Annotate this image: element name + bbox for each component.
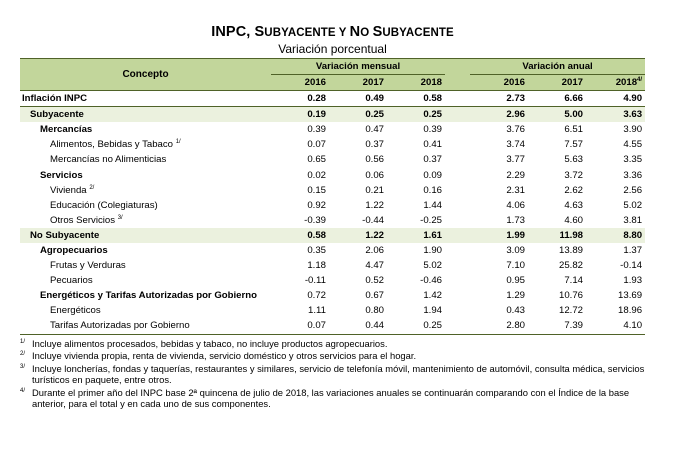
cell-mensual: 0.52 <box>365 275 384 287</box>
cell-mensual: -0.46 <box>420 275 443 287</box>
footnote-item <box>20 363 645 386</box>
cell-anual: 2.56 <box>623 184 643 196</box>
cell-mensual: 0.35 <box>307 244 326 256</box>
cell-mensual: 0.37 <box>365 139 384 151</box>
cell-anual: 13.69 <box>618 290 643 302</box>
cell-mensual: 0.07 <box>307 139 326 151</box>
cell-anual: 5.63 <box>564 154 584 166</box>
cell-anual: 13.89 <box>559 244 584 256</box>
row-label: Vivienda $^{2/}$ <box>50 184 95 196</box>
cell-anual: 25.82 <box>559 260 584 272</box>
cell-mensual: 1.44 <box>423 199 443 211</box>
column-gap <box>445 243 470 258</box>
table-row <box>20 303 645 318</box>
cell-anual: 2.31 <box>506 184 526 196</box>
cell-anual: 2.29 <box>506 169 526 181</box>
cell-anual: 3.35 <box>623 154 643 166</box>
table-row <box>20 137 645 152</box>
column-gap <box>445 122 470 137</box>
cell-anual: 7.57 <box>564 139 584 151</box>
column-gap <box>445 152 470 167</box>
column-gap <box>445 91 470 107</box>
column-header-year: 2017 <box>528 75 586 91</box>
cell-anual: 6.66 <box>528 91 586 107</box>
footnote-text: Durante el primer año del INPC base 2ª quincena de julio de 2018, las variaciones anuales se continuarán comparando con el Índice de la base anterior, para el total y en cada uno de sus componentes. <box>32 386 630 409</box>
table-row <box>20 122 645 137</box>
cell-mensual: 1.11 <box>308 305 326 317</box>
cell-mensual: 0.25 <box>329 107 387 123</box>
cell-mensual: -0.25 <box>420 214 443 226</box>
cell-mensual: 0.25 <box>387 318 445 334</box>
row-label: Energéticos <box>50 305 101 317</box>
column-gap <box>445 107 470 123</box>
table-row <box>20 258 645 273</box>
footnote-mark: 1/ <box>20 338 26 345</box>
footnote-ref: 4/ <box>637 77 643 83</box>
footnote-text: Incluye loncherías, fondas y taquerías, restaurantes y similares, servicio de telefonía móvil, mantenimiento de automóvil, consulta médica, servicios turísticos en paquete, entre otros. <box>32 362 645 385</box>
column-gap <box>445 198 470 213</box>
cell-mensual: 0.28 <box>271 91 329 107</box>
cell-mensual: 0.21 <box>365 184 384 196</box>
table-row <box>20 152 645 167</box>
footnote-text: Incluye vivienda propia, renta de vivienda, servicio doméstico y otros servicios para el hogar. <box>32 350 417 361</box>
cell-mensual: 0.39 <box>307 124 326 136</box>
row-label: Servicios <box>40 169 83 181</box>
cell-anual: 0.43 <box>506 305 526 317</box>
cell-mensual: 5.02 <box>423 260 443 272</box>
footnote-mark: 3/ <box>20 363 26 370</box>
cell-mensual: 0.58 <box>387 91 445 107</box>
cell-mensual: 0.09 <box>423 169 443 181</box>
cell-anual: 7.14 <box>564 275 584 287</box>
cell-anual: 1.93 <box>623 275 643 287</box>
cell-mensual: 0.67 <box>365 290 384 302</box>
column-gap <box>445 167 470 182</box>
table-row <box>20 228 645 243</box>
row-label: Agropecuarios <box>40 244 108 256</box>
cell-mensual: 1.94 <box>423 305 443 317</box>
table-body <box>20 91 645 335</box>
column-gap <box>445 137 470 152</box>
column-header-variacion-anual: Variación anual <box>470 59 645 75</box>
cell-mensual: 0.72 <box>307 290 326 302</box>
cell-mensual: 4.47 <box>365 260 384 272</box>
cell-mensual: 0.19 <box>271 107 329 123</box>
cell-mensual: 0.15 <box>307 184 326 196</box>
footnotes <box>20 338 645 410</box>
row-label: Frutas y Verduras <box>50 260 126 272</box>
cell-anual: 4.55 <box>623 139 643 151</box>
cell-mensual: 0.41 <box>423 139 443 151</box>
cell-anual: -0.14 <box>620 260 643 272</box>
cell-anual: 2.80 <box>470 318 528 334</box>
column-header-year: 2016 <box>470 75 528 91</box>
footnote-ref: 3/ <box>117 214 123 221</box>
cell-anual: 3.09 <box>506 244 526 256</box>
table-row <box>20 288 645 303</box>
cell-mensual: -0.39 <box>304 214 326 226</box>
cell-mensual: 0.07 <box>271 318 329 334</box>
cell-anual: 1.73 <box>506 214 526 226</box>
column-header-year: 2016 <box>271 75 329 91</box>
column-gap <box>445 258 470 273</box>
cell-mensual: 0.39 <box>423 124 443 136</box>
row-label: Otros Servicios $^{3/}$ <box>50 214 123 226</box>
footnote-item <box>20 387 645 410</box>
footnote-ref: 1/ <box>175 139 181 146</box>
column-gap <box>445 213 470 228</box>
row-label: Mercancías <box>40 124 93 136</box>
column-gap <box>445 288 470 303</box>
footnote-mark: 2/ <box>20 351 26 357</box>
cell-mensual: 0.58 <box>271 228 329 243</box>
cell-anual: 3.90 <box>623 124 643 136</box>
column-header-variacion-mensual: Variación mensual <box>271 59 445 75</box>
row-label: Inflación INPC <box>20 91 271 107</box>
cell-mensual: -0.44 <box>362 214 384 226</box>
cell-mensual: 1.22 <box>365 199 384 211</box>
cell-anual: 4.10 <box>586 318 645 334</box>
cell-mensual: 0.49 <box>329 91 387 107</box>
row-label: No Subyacente <box>20 228 271 243</box>
cell-mensual: 0.02 <box>307 169 326 181</box>
cell-anual: 4.06 <box>506 199 526 211</box>
cell-anual: 0.95 <box>506 275 526 287</box>
cell-anual: 2.96 <box>470 107 528 123</box>
cell-mensual: 0.80 <box>365 305 384 317</box>
cell-mensual: 1.42 <box>423 290 443 302</box>
column-gap <box>445 75 470 91</box>
cell-anual: 4.63 <box>564 199 584 211</box>
cell-mensual: 0.37 <box>423 154 443 166</box>
cell-mensual: 0.92 <box>307 199 326 211</box>
cell-mensual: 0.65 <box>307 154 326 166</box>
column-gap <box>445 303 470 318</box>
cell-mensual: 0.06 <box>365 169 384 181</box>
cell-anual: 3.76 <box>506 124 526 136</box>
row-label: Energéticos y Tarifas Autorizadas por Gobierno <box>40 290 257 302</box>
cell-anual: 11.98 <box>528 228 586 243</box>
row-label: Pecuarios <box>50 275 93 287</box>
cell-anual: 7.39 <box>528 318 586 334</box>
cell-anual: 4.90 <box>586 91 645 107</box>
row-label: Subyacente <box>20 107 271 123</box>
cell-anual: 1.29 <box>506 290 526 302</box>
column-gap <box>445 183 470 198</box>
table-row <box>20 167 645 182</box>
footnote-item <box>20 338 645 350</box>
cell-mensual: 1.18 <box>307 260 326 272</box>
column-header-concepto: Concepto <box>20 59 271 91</box>
table-row <box>20 243 645 258</box>
cell-anual: 5.00 <box>528 107 586 123</box>
cell-mensual: -0.11 <box>304 275 326 287</box>
table-row <box>20 107 645 123</box>
footnote-ref: 2/ <box>89 184 95 191</box>
page-subtitle: Variación porcentual <box>278 42 387 56</box>
table-row <box>20 183 645 198</box>
column-header-year-2018-anual: $2018^{4/}$ <box>586 75 645 91</box>
cell-anual: 1.99 <box>470 228 528 243</box>
cell-anual: 12.72 <box>559 305 584 317</box>
cell-anual: 3.74 <box>506 139 526 151</box>
cell-anual: 3.36 <box>623 169 643 181</box>
cell-anual: 4.60 <box>564 214 584 226</box>
cell-anual: 1.37 <box>623 244 643 256</box>
inflation-table <box>20 58 645 335</box>
column-gap <box>445 228 470 243</box>
table-row <box>20 91 645 107</box>
cell-anual: 3.81 <box>623 214 643 226</box>
cell-anual: 6.51 <box>564 124 584 136</box>
cell-anual: 5.02 <box>623 199 643 211</box>
footnote-mark: 4/ <box>20 387 26 394</box>
column-header-year: 2017 <box>329 75 387 91</box>
column-header-year: 2018 <box>387 75 445 91</box>
row-label: Tarifas Autorizadas por Gobierno <box>20 318 271 334</box>
cell-anual: 7.10 <box>506 260 526 272</box>
cell-mensual: 1.61 <box>387 228 445 243</box>
row-label: Mercancías no Alimenticias <box>50 154 167 166</box>
cell-mensual: 0.47 <box>365 124 384 136</box>
footnote-text: Incluye alimentos procesados, bebidas y tabaco, no incluye productos agropecuarios. <box>32 337 388 349</box>
cell-anual: 3.77 <box>506 154 526 166</box>
table-row <box>20 273 645 288</box>
cell-mensual: 2.06 <box>365 244 384 256</box>
column-gap <box>445 318 470 334</box>
column-gap <box>445 273 470 288</box>
inpc-report <box>20 24 645 411</box>
cell-anual: 18.96 <box>618 305 643 317</box>
cell-mensual: 1.90 <box>423 244 443 256</box>
cell-anual: 3.72 <box>564 169 584 181</box>
row-label: Alimentos, Bebidas y Tabaco $^{1/}$ <box>50 139 181 151</box>
cell-anual: 2.62 <box>564 184 584 196</box>
cell-mensual: 1.22 <box>329 228 387 243</box>
cell-mensual: 0.44 <box>329 318 387 334</box>
table-row <box>20 213 645 228</box>
cell-anual: 3.63 <box>586 107 645 123</box>
cell-mensual: 0.16 <box>423 184 443 196</box>
column-gap <box>445 59 470 75</box>
table-row <box>20 198 645 213</box>
row-label: Educación (Colegiaturas) <box>50 199 158 211</box>
cell-anual: 8.80 <box>586 228 645 243</box>
table-row <box>20 318 645 334</box>
cell-mensual: 0.56 <box>365 154 384 166</box>
footnote-item <box>20 350 645 362</box>
page-title: INPC, SUBYACENTE Y NO SUBYACENTE <box>211 24 454 40</box>
cell-anual: 10.76 <box>559 290 584 302</box>
cell-mensual: 0.25 <box>387 107 445 123</box>
cell-anual: 2.73 <box>470 91 528 107</box>
